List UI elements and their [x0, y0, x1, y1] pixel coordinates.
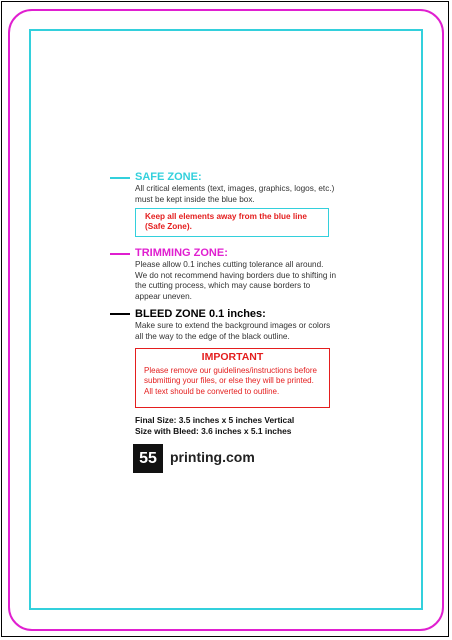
important-line-1: Please remove our guidelines/instructions before	[144, 366, 317, 375]
important-line-3: All text should be converted to outline.	[144, 386, 280, 396]
bleed-zone-description	[135, 321, 355, 342]
important-text	[136, 366, 329, 397]
final-size-line-2: Size with Bleed: 3.6 inches x 5.1 inches	[135, 426, 292, 436]
safe-zone-callout	[135, 208, 329, 237]
safe-zone-line-2: must be kept inside the blue box.	[135, 194, 255, 204]
important-line-2: submitting your files, or else they will be printed.	[144, 376, 314, 386]
safe-zone-description	[135, 184, 355, 205]
trimming-zone-line-4: appear uneven.	[135, 291, 192, 301]
final-size-info	[135, 415, 294, 437]
safe-zone-title: SAFE ZONE:	[135, 171, 202, 183]
bleed-zone-line	[110, 313, 130, 315]
trimming-zone-line	[110, 253, 130, 255]
important-title: IMPORTANT	[201, 351, 264, 363]
safe-callout-line-2: (Safe Zone).	[145, 222, 192, 232]
bleed-zone-title: BLEED ZONE 0.1 inches:	[135, 308, 266, 320]
trimming-zone-line-3: the cutting process, which may cause borders to	[135, 281, 311, 291]
logo-text: printing.com	[170, 449, 255, 465]
safe-callout-line-1: Keep all elements away from the blue line	[145, 212, 307, 221]
trimming-zone-title: TRIMMING ZONE:	[135, 247, 228, 259]
safe-zone-line	[110, 177, 130, 179]
trimming-zone-description	[135, 260, 355, 302]
trimming-zone-line-2: We do not recommend having borders due to shifting in	[135, 270, 337, 280]
logo-badge: 55	[133, 444, 163, 473]
important-box	[135, 348, 330, 408]
bleed-zone-line-1: Make sure to extend the background images or colors	[135, 321, 331, 330]
trimming-zone-line-1: Please allow 0.1 inches cutting tolerance all around.	[135, 260, 324, 269]
final-size-line-1: Final Size: 3.5 inches x 5 inches Vertical	[135, 415, 295, 425]
safe-zone-line-1: All critical elements (text, images, graphics, logos, etc.)	[135, 184, 335, 193]
bleed-zone-line-2: all the way to the edge of the black outline.	[135, 331, 290, 341]
